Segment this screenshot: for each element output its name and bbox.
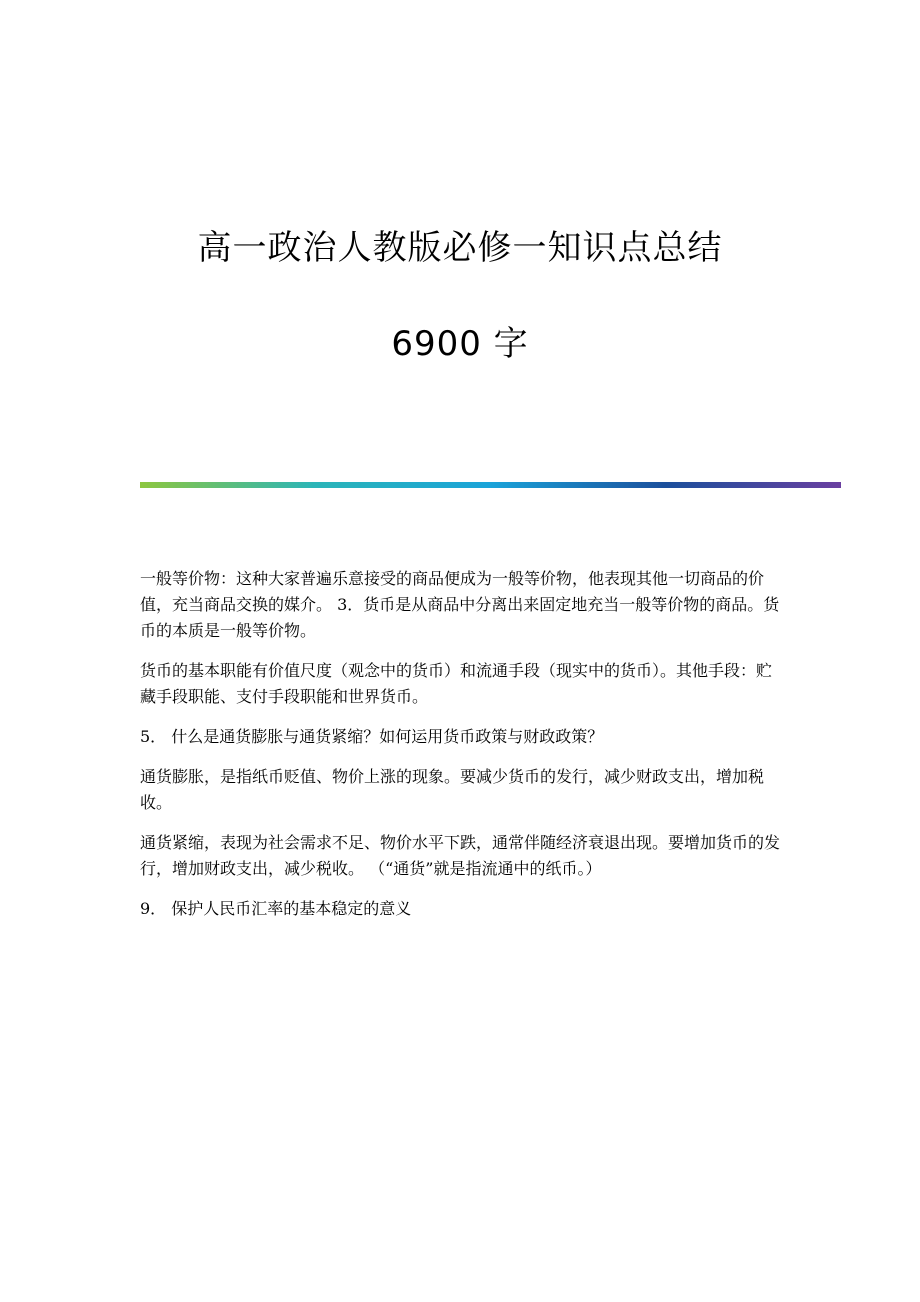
paragraph-inflation: 通货膨胀，是指纸币贬值、物价上涨的现象。要减少货币的发行，减少财政支出，增加税收。 bbox=[140, 767, 765, 812]
paragraph-question-9: 9． 保护人民币汇率的基本稳定的意义 bbox=[140, 899, 412, 918]
paragraph-deflation: 通货紧缩，表现为社会需求不足、物价水平下跌，通常伴随经济衰退出现。要增加货币的发行，增加财政支出，减少税收。 （“通货”就是指流通中的纸币。） bbox=[140, 833, 781, 878]
paragraph-question-5: 5． 什么是通货膨胀与通货紧缩？如何运用货币政策与财政政策？ bbox=[140, 727, 604, 746]
document-subtitle-word-count: 6900 字 bbox=[391, 324, 529, 364]
document-body bbox=[140, 566, 780, 936]
gradient-divider bbox=[140, 482, 841, 488]
paragraph-money-functions: 货币的基本职能有价值尺度（观念中的货币）和流通手段（现实中的货币）。其他手段：贮藏手段职能、支付手段职能和世界货币。 bbox=[140, 661, 773, 706]
document-title: 高一政治人教版必修一知识点总结 bbox=[197, 228, 723, 268]
paragraph-general-equivalent: 一般等价物：这种大家普遍乐意接受的商品便成为一般等价物，他表现其他一切商品的价值，充当商品交换的媒介。 3．货币是从商品中分离出来固定地充当一般等价物的商品。货币的本质是一般等价物。 bbox=[140, 569, 780, 640]
